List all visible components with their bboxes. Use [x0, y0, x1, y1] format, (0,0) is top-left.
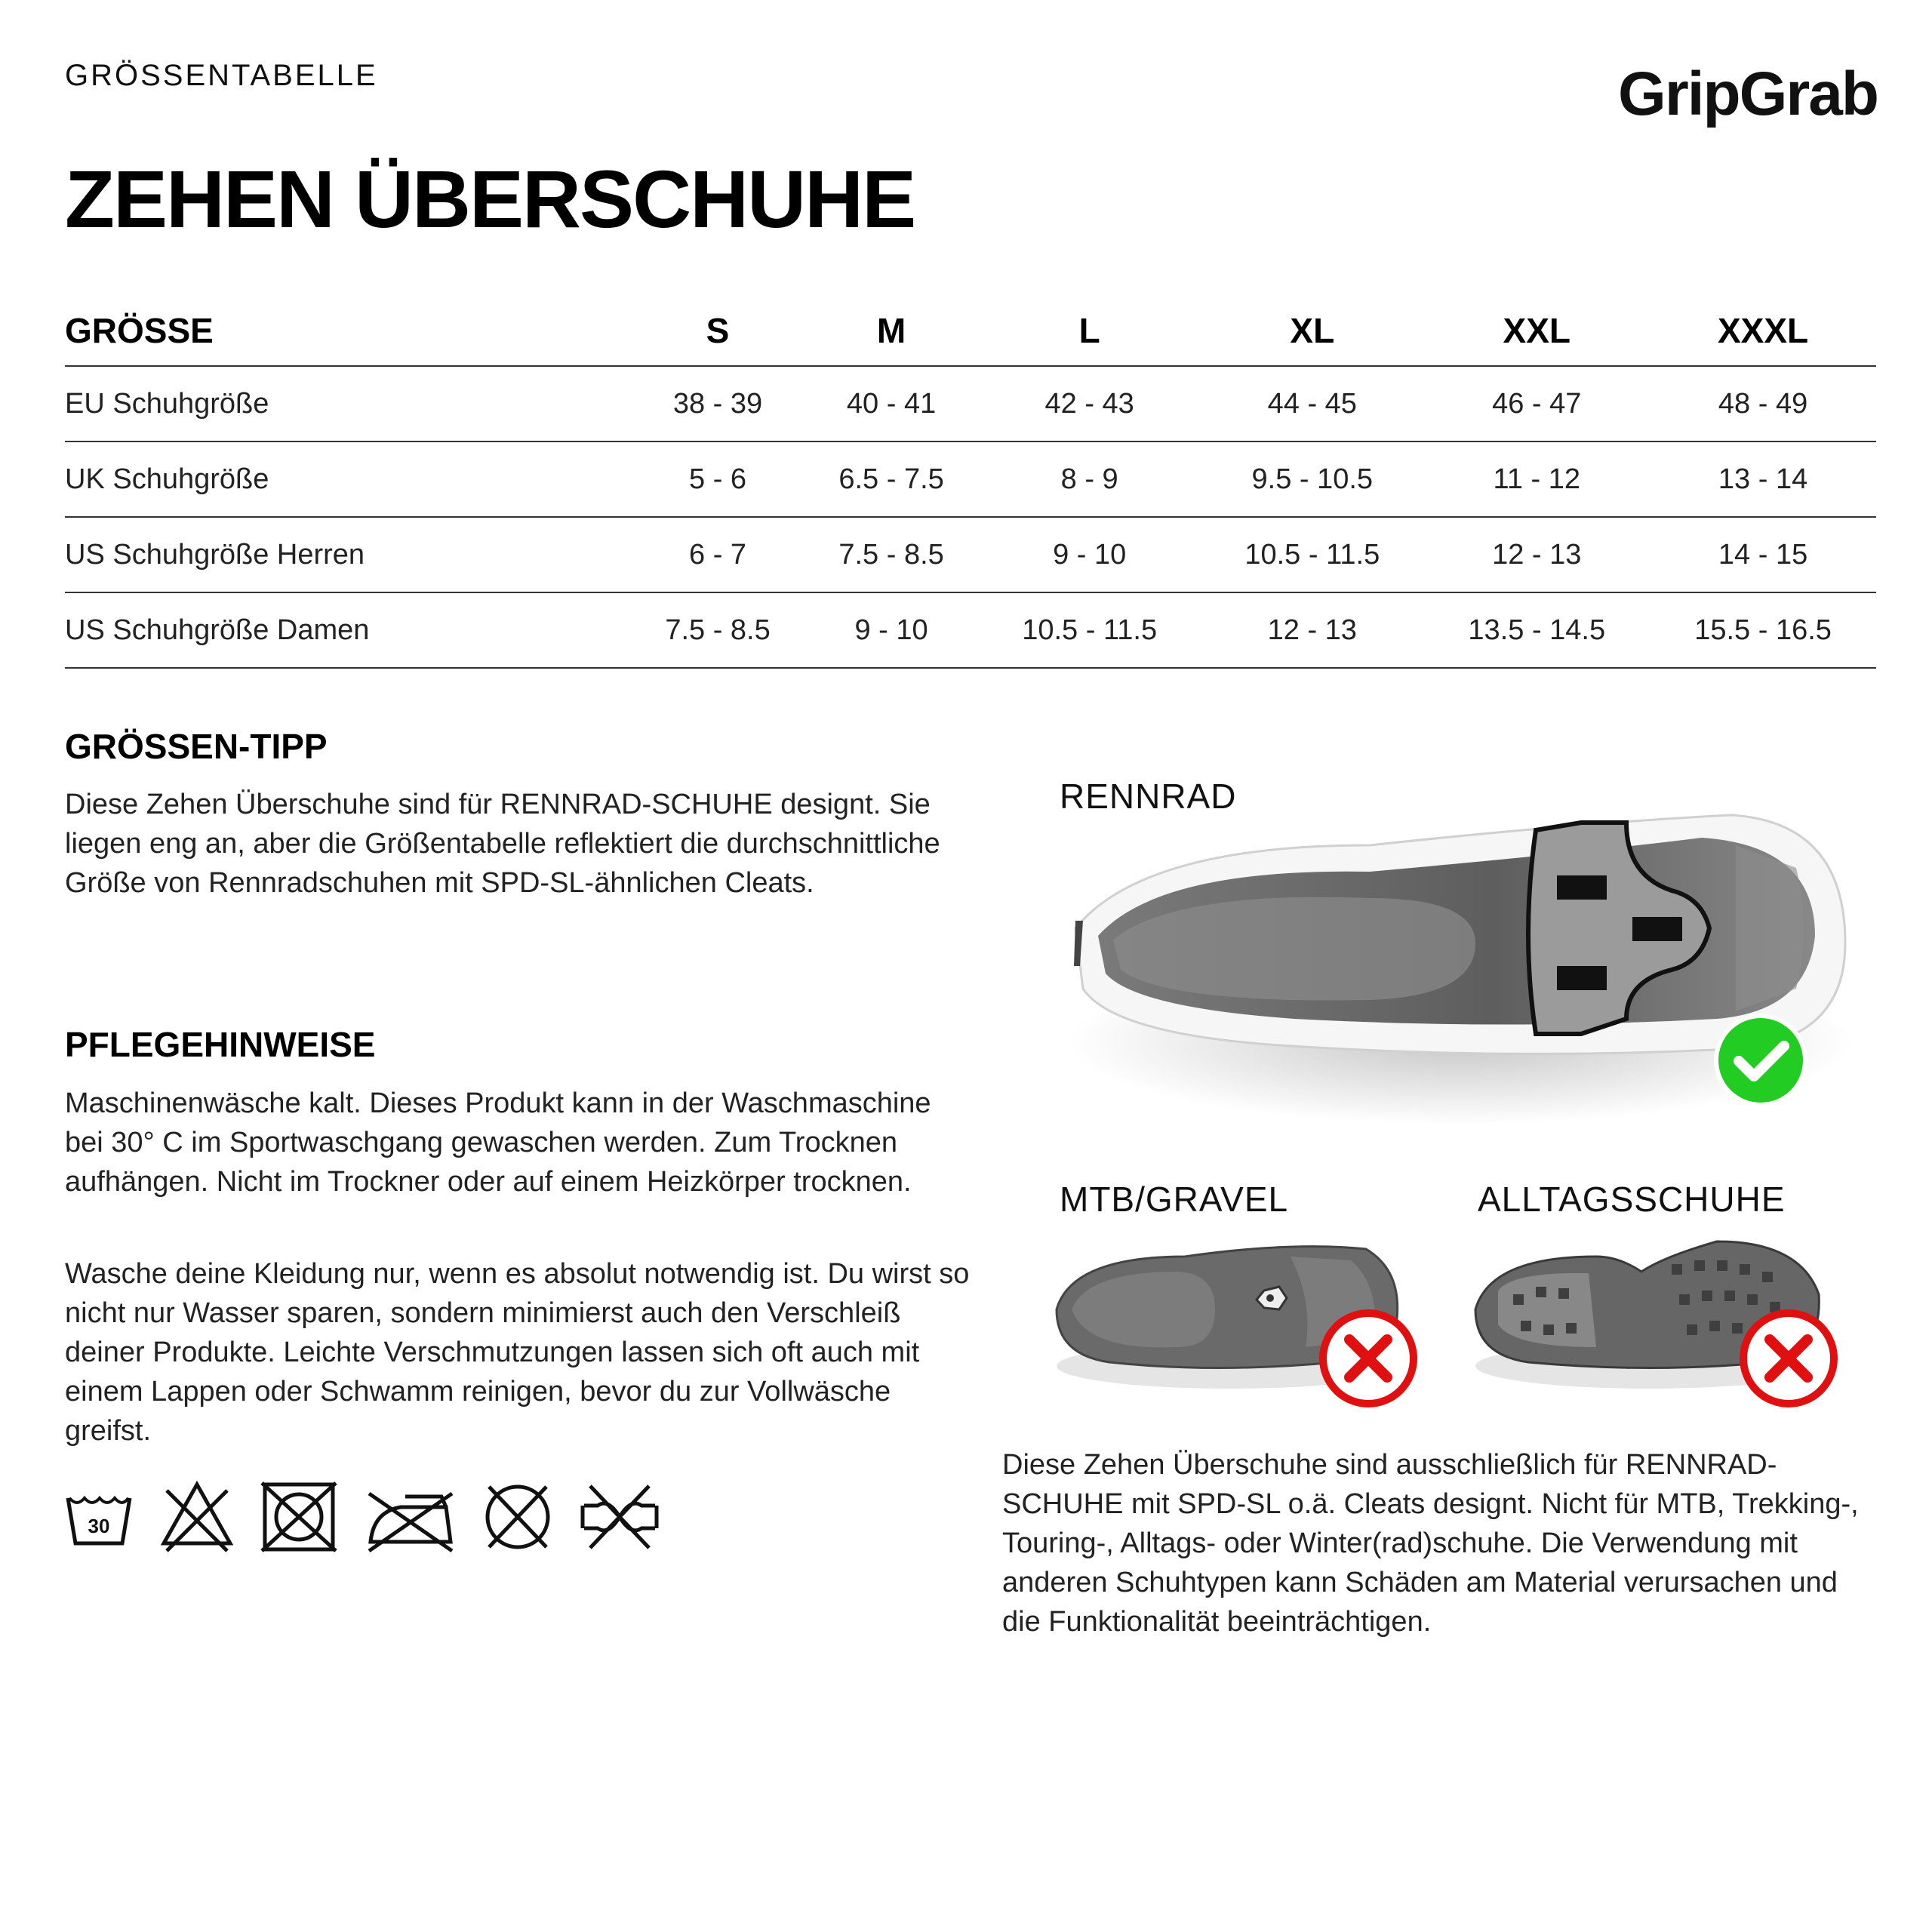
no-iron-icon: [363, 1475, 457, 1558]
table-row: [65, 517, 1876, 592]
mtb-gravel-label: MTB/GRAVEL: [1060, 1180, 1289, 1219]
size-header-cell: XXL: [1423, 296, 1650, 366]
table-row: [65, 592, 1876, 668]
cross-mark-icon: [1740, 1309, 1838, 1407]
cross-mark-icon: [1319, 1309, 1417, 1407]
table-cell: 5 - 6: [631, 441, 804, 517]
size-header-cell: XL: [1201, 296, 1423, 366]
table-cell: 10.5 - 11.5: [1201, 517, 1423, 592]
size-table: [65, 296, 1876, 669]
table-cell: 9.5 - 10.5: [1201, 441, 1423, 517]
row-label: UK Schuhgröße: [65, 441, 631, 517]
table-cell: 6.5 - 7.5: [804, 441, 978, 517]
everyday-shoes-label: ALLTAGSSCHUHE: [1478, 1180, 1786, 1219]
compatibility-text: Diese Zehen Überschuhe sind ausschließlich für RENNRAD-SCHUHE mit SPD-SL o.ä. Cleats designt. Nicht für MTB, Trekking-, Touring-, Alltags- oder Winter(rad)schuhe. Die Verwendung mit anderen Schuhtypen kann Schäden am Material verursachen und die Funktionalität beeinträchtigen.: [1002, 1449, 1859, 1638]
toe-pad: [1736, 845, 1804, 1011]
table-cell: 46 - 47: [1423, 366, 1650, 441]
table-cell: 48 - 49: [1650, 366, 1876, 441]
size-tip-text: Diese Zehen Überschuhe sind für RENNRAD-SCHUHE designt. Sie liegen eng an, aber die Größentabelle reflektiert die durchschnittliche Größe von Rennradschuhen mit SPD-SL-ähnlichen Cleats.: [65, 789, 940, 899]
check-mark-icon: [1712, 1011, 1810, 1109]
no-wring-icon: [578, 1475, 661, 1558]
table-cell: 9 - 10: [804, 592, 978, 668]
table-cell: 7.5 - 8.5: [804, 517, 978, 592]
table-cell: 13 - 14: [1650, 441, 1876, 517]
no-dry-clean-icon: [480, 1475, 555, 1558]
wash-temperature: 30: [88, 1515, 110, 1537]
no-tumble-dry-icon: [257, 1475, 340, 1558]
cleat-bolt-slot: [1632, 917, 1682, 941]
table-cell: 11 - 12: [1423, 441, 1650, 517]
size-header-label: GRÖSSE: [65, 296, 631, 366]
page-title: ZEHEN ÜBERSCHUHE: [65, 153, 915, 245]
table-cell: 15.5 - 16.5: [1650, 592, 1876, 668]
size-tip-heading: GRÖSSEN-TIPP: [65, 727, 328, 766]
cleat-bolt-slot: [1557, 966, 1607, 990]
care-text-wash: Maschinenwäsche kalt. Dieses Produkt kann in der Waschmaschine bei 30° C im Sportwaschgang gewaschen werden. Zum Trocknen aufhängen. Nicht im Trockner oder auf einem Heizkörper trocknen.: [65, 1088, 931, 1198]
care-symbols: [65, 1475, 661, 1558]
table-cell: 6 - 7: [631, 517, 804, 592]
care-text-sustainability: Wasche deine Kleidung nur, wenn es absolut notwendig ist. Du wirst so nicht nur Wasser sparen, sondern minimierst auch den Verschleiß deiner Produkte. Leichte Verschmutzungen lassen sich oft auch mit einem Lappen oder Schwamm reinigen, bevor du zur Vollwäsche greifst.: [65, 1258, 970, 1447]
table-cell: 13.5 - 14.5: [1423, 592, 1650, 668]
table-cell: 42 - 43: [978, 366, 1201, 441]
size-header-cell: L: [978, 296, 1201, 366]
table-row: [65, 441, 1876, 517]
wash-30-icon: [65, 1475, 133, 1558]
table-cell: 12 - 13: [1423, 517, 1650, 592]
table-cell: 14 - 15: [1650, 517, 1876, 592]
size-header-cell: S: [631, 296, 804, 366]
table-cell: 8 - 9: [978, 441, 1201, 517]
table-cell: 10.5 - 11.5: [978, 592, 1201, 668]
row-label: EU Schuhgröße: [65, 366, 631, 441]
table-cell: 38 - 39: [631, 366, 804, 441]
care-heading: PFLEGEHINWEISE: [65, 1025, 376, 1064]
table-cell: 9 - 10: [978, 517, 1201, 592]
page-kicker: GRÖSSENTABELLE: [65, 59, 378, 92]
row-label: US Schuhgröße Damen: [65, 592, 631, 668]
size-header-cell: M: [804, 296, 978, 366]
size-header-cell: XXXL: [1650, 296, 1876, 366]
brand-logo: GripGrab: [1618, 60, 1878, 128]
table-cell: 44 - 45: [1201, 366, 1423, 441]
table-cell: 40 - 41: [804, 366, 978, 441]
size-table-header-row: [65, 296, 1876, 366]
no-bleach-icon: [159, 1475, 235, 1558]
table-cell: 12 - 13: [1201, 592, 1423, 668]
table-row: [65, 366, 1876, 441]
table-cell: 7.5 - 8.5: [631, 592, 804, 668]
cleat-bolt-slot: [1557, 875, 1607, 900]
rennrad-label: RENNRAD: [1060, 777, 1237, 816]
row-label: US Schuhgröße Herren: [65, 517, 631, 592]
